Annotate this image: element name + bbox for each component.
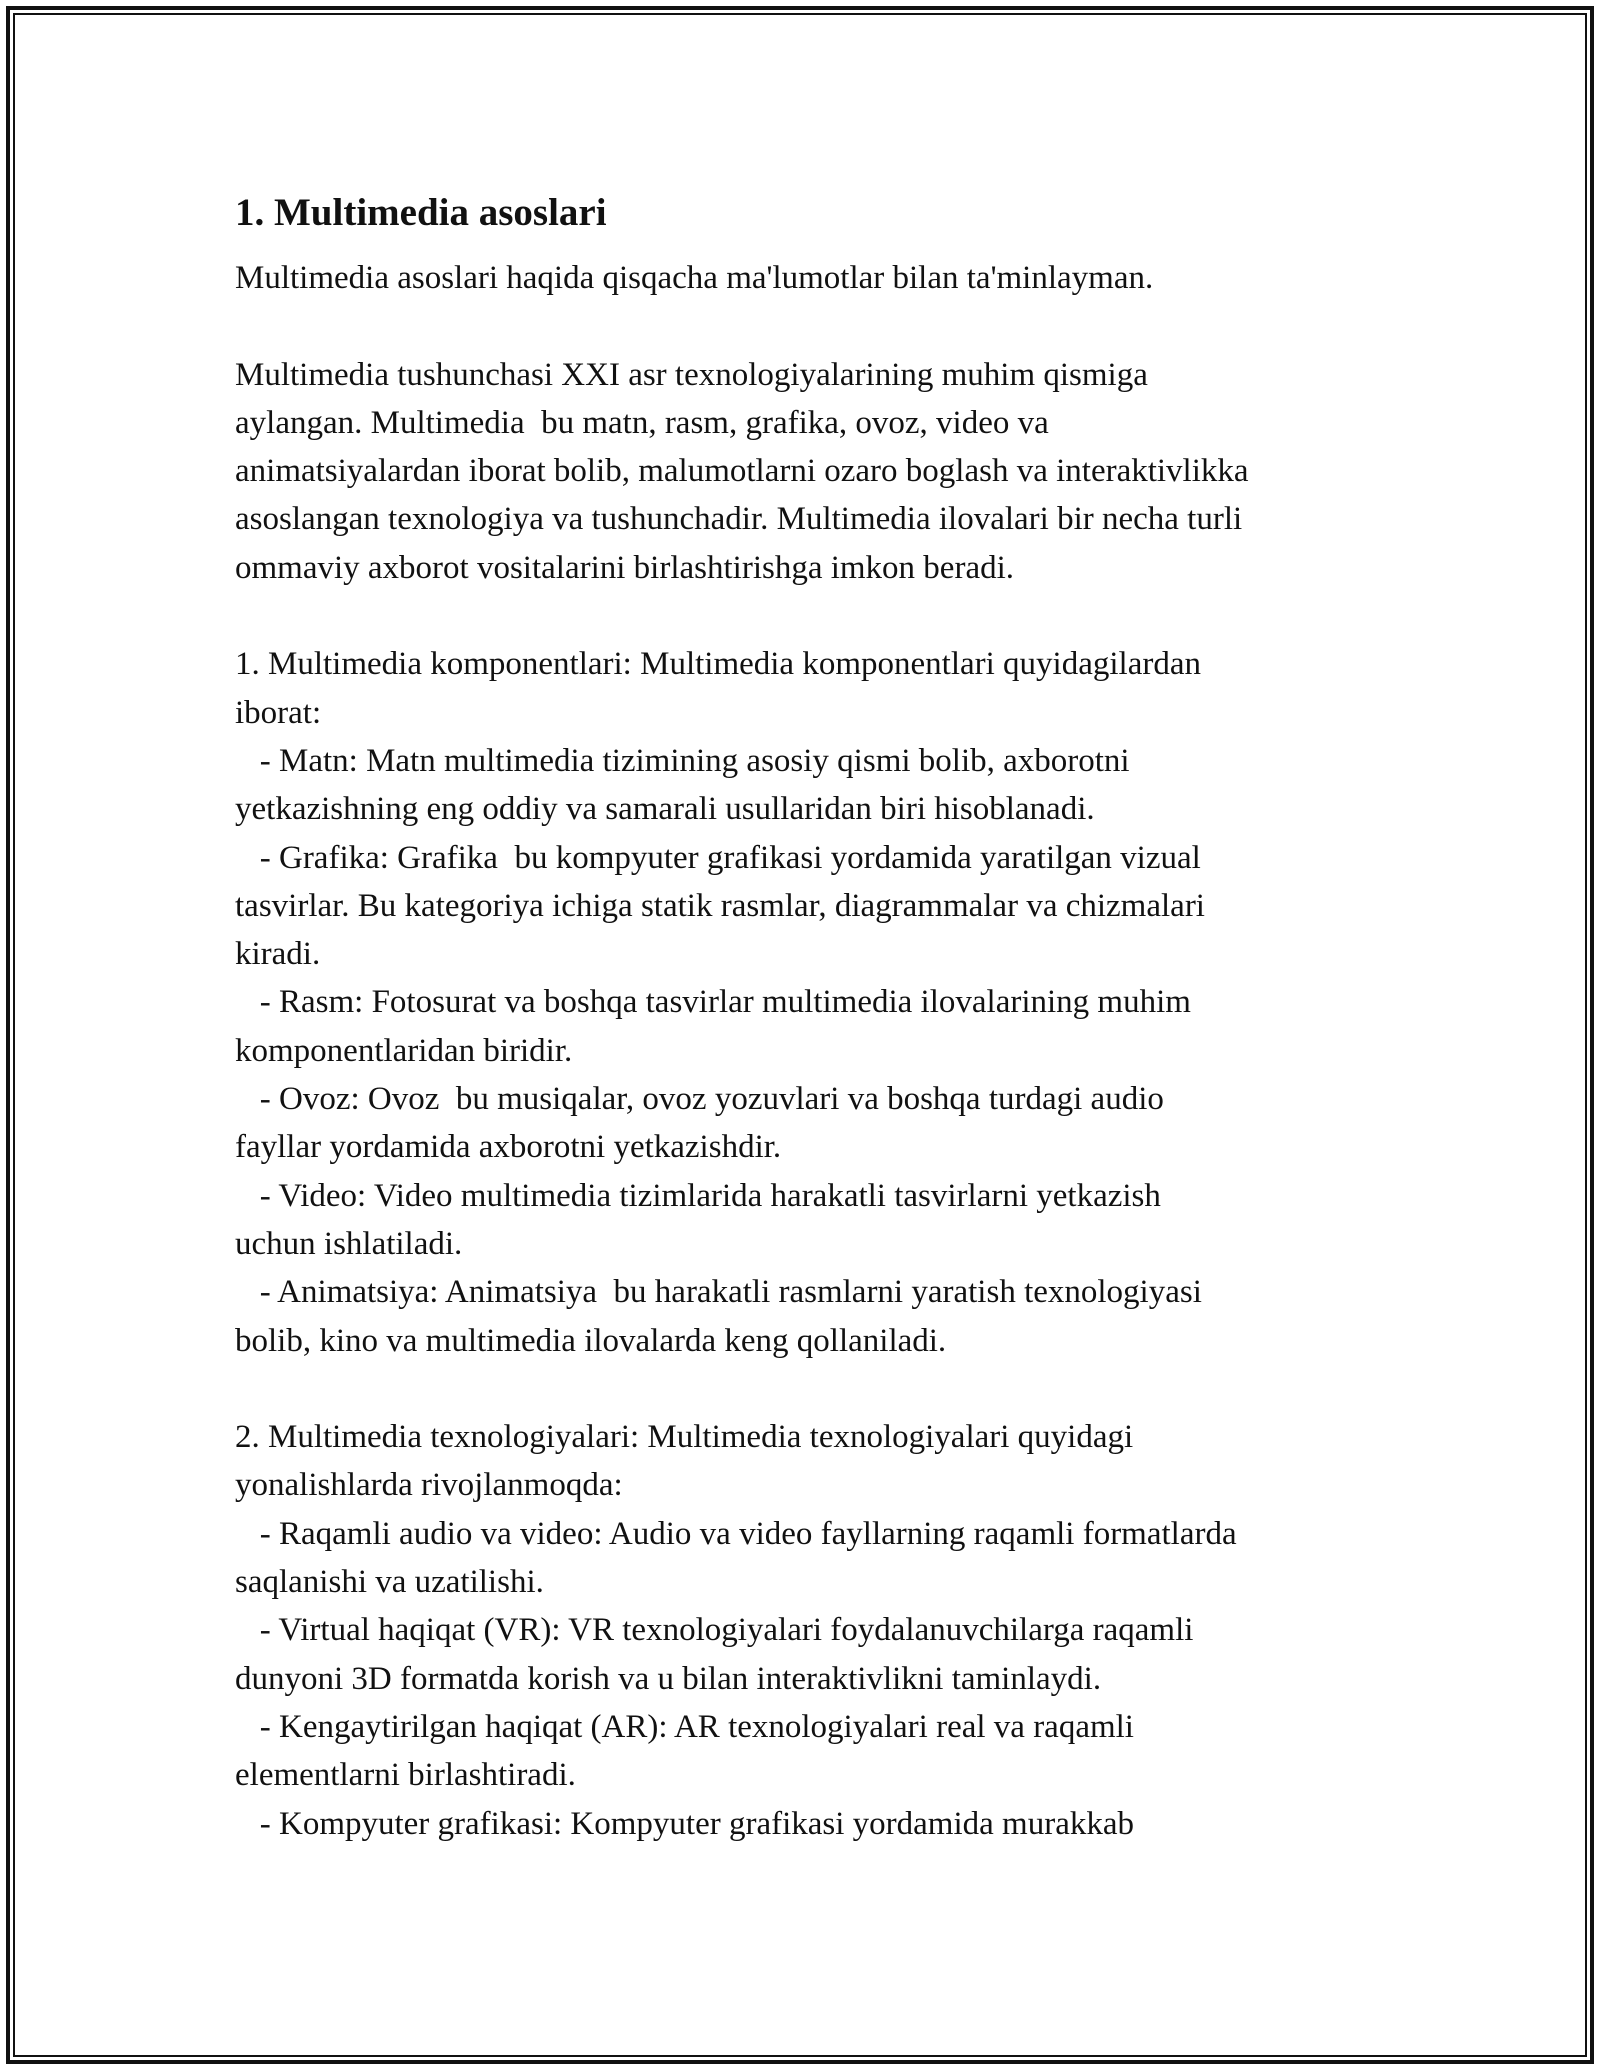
text-line: elementlarni birlashtiradi. — [235, 1757, 576, 1794]
text-line: tasvirlar. Bu kategoriya ichiga statik rasmlar, diagrammalar va chizmalari — [235, 887, 1205, 924]
blank-line — [235, 1365, 1375, 1413]
text-line: - Grafika: Grafika bu kompyuter grafikasi yordamida yaratilgan vizual — [235, 839, 1201, 876]
text-line: uchun ishlatiladi. — [235, 1225, 463, 1262]
document-heading: 1. Multimedia asoslari — [235, 191, 607, 234]
text-line: - Animatsiya: Animatsiya bu harakatli rasmlarni yaratish texnologiyasi — [235, 1274, 1202, 1311]
text-line: - Kompyuter grafikasi: Kompyuter grafikasi yordamida murakkab — [235, 1805, 1134, 1842]
text-line: dunyoni 3D formatda korish va u bilan interaktivlikni taminlaydi. — [235, 1660, 1102, 1697]
blank-line — [235, 302, 1375, 350]
text-line: saqlanishi va uzatilishi. — [235, 1564, 544, 1601]
text-line: - Rasm: Fotosurat va boshqa tasvirlar multimedia ilovalarining muhim — [235, 984, 1191, 1021]
text-line: aylangan. Multimedia bu matn, rasm, grafika, ovoz, video va — [235, 404, 1049, 441]
text-line: yetkazishning eng oddiy va samarali usullaridan biri hisoblanadi. — [235, 791, 1095, 828]
text-line: 1. Multimedia komponentlari: Multimedia komponentlari quyidagilardan — [235, 646, 1201, 683]
text-line: - Video: Video multimedia tizimlarida harakatli tasvirlarni yetkazish — [235, 1177, 1161, 1214]
text-line: animatsiyalardan iborat bolib, malumotlarni ozaro boglash va interaktivlikka — [235, 453, 1249, 490]
text-line: 2. Multimedia texnologiyalari: Multimedia texnologiyalari quyidagi — [235, 1419, 1134, 1456]
text-line: - Virtual haqiqat (VR): VR texnologiyalari foydalanuvchilarga raqamli — [235, 1612, 1194, 1649]
text-line: asoslangan texnologiya va tushunchadir. Multimedia ilovalari bir necha turli — [235, 501, 1243, 538]
document-body — [235, 184, 1375, 1848]
text-line: fayllar yordamida axborotni yetkazishdir. — [235, 1129, 782, 1166]
text-line: bolib, kino va multimedia ilovalarda keng qollaniladi. — [235, 1322, 947, 1359]
text-line: ommaviy axborot vositalarini birlashtirishga imkon beradi. — [235, 549, 1015, 586]
text-line: - Raqamli audio va video: Audio va video fayllarning raqamli formatlarda — [235, 1515, 1237, 1552]
text-line: yonalishlarda rivojlanmoqda: — [235, 1467, 623, 1504]
text-line: Multimedia tushunchasi XXI asr texnologiyalarining muhim qismiga — [235, 356, 1148, 393]
text-line: komponentlaridan biridir. — [235, 1032, 573, 1069]
text-line: - Matn: Matn multimedia tizimining asosiy qismi bolib, axborotni — [235, 742, 1130, 779]
text-line: iborat: — [235, 694, 322, 731]
heading-spacer — [235, 242, 1375, 254]
text-line: Multimedia asoslari haqida qisqacha ma'lumotlar bilan ta'minlayman. — [235, 260, 1154, 296]
blank-line — [235, 592, 1375, 640]
text-line: - Kengaytirilgan haqiqat (AR): AR texnologiyalari real va raqamli — [235, 1708, 1134, 1745]
text-line: kiradi. — [235, 936, 321, 973]
text-line: - Ovoz: Ovoz bu musiqalar, ovoz yozuvlari va boshqa turdagi audio — [235, 1081, 1164, 1118]
document-text — [235, 254, 1375, 1848]
